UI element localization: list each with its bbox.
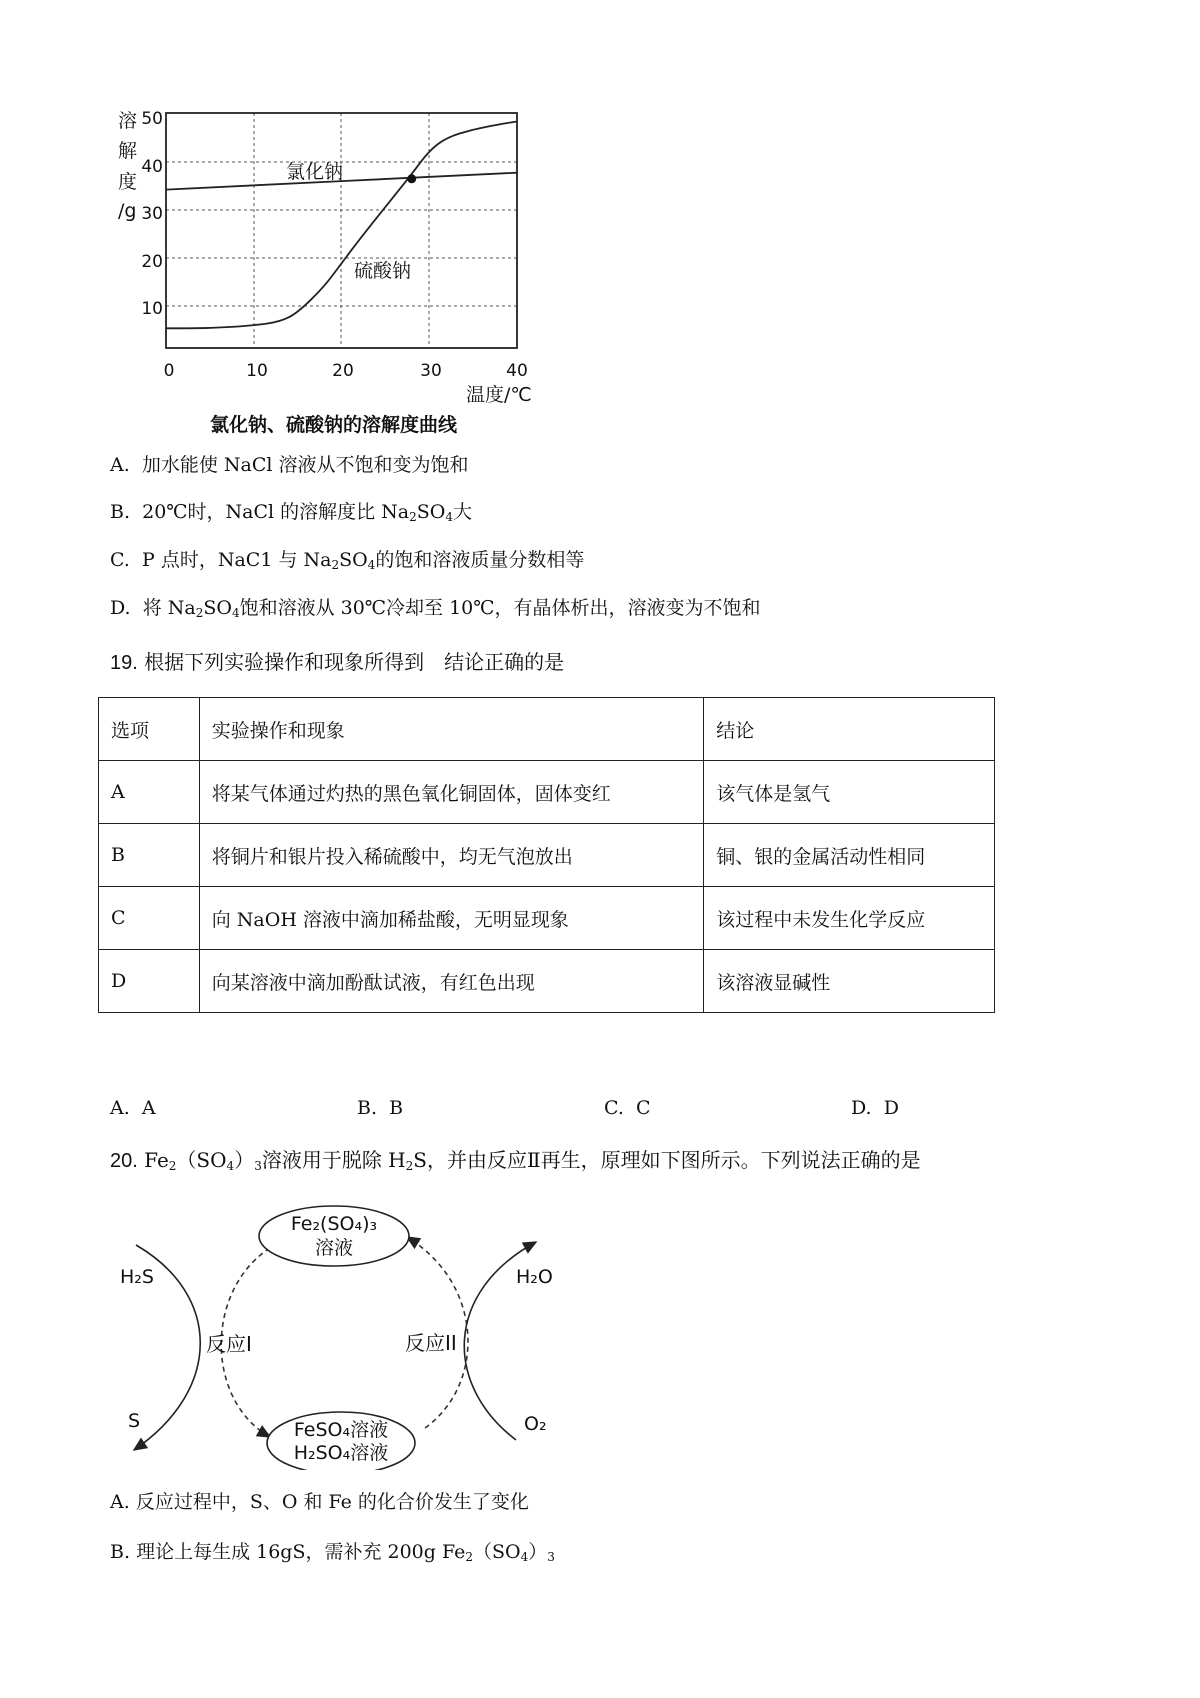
- table-header-cell: 结论: [704, 698, 995, 761]
- chart-caption: 氯化钠、硫酸钠的溶解度曲线: [210, 414, 458, 436]
- q20-option-a: [110, 1493, 529, 1512]
- option-text: SO: [339, 549, 368, 571]
- x-axis-label: 温度/℃: [466, 384, 532, 406]
- chart-series: [166, 122, 517, 329]
- choice-value: A: [141, 1097, 156, 1119]
- table-header-cell: 选项: [99, 698, 200, 761]
- x-tick-label: 40: [506, 361, 528, 381]
- q19-choice-b: [357, 1097, 403, 1119]
- option-label: B.: [110, 501, 131, 523]
- question-text: 溶液用于脱除 H: [261, 1148, 406, 1172]
- option-label: C.: [110, 549, 130, 571]
- option-text: （SO: [473, 1541, 521, 1563]
- question-text: 根据下列实验操作和现象所得到 结论正确的是: [144, 650, 565, 674]
- question-number: 20.: [110, 1150, 138, 1172]
- input-o2: O₂: [524, 1413, 547, 1435]
- option-text: 饱和溶液从 30℃冷却至 10℃，有晶体析出，溶液变为不饱和: [239, 597, 761, 619]
- question-text: S，并由反应Ⅱ再生，原理如下图所示。下列说法正确的是: [413, 1148, 921, 1172]
- option-label: B.: [110, 1541, 131, 1563]
- x-tick-label: 0: [163, 361, 175, 381]
- subscript: 2: [195, 606, 204, 620]
- option-text: 理论上每生成 16gS，需补充 200g Fe: [136, 1541, 466, 1563]
- subscript: 4: [367, 558, 376, 572]
- table-cell: 将铜片和银片投入稀硫酸中，均无气泡放出: [199, 824, 704, 887]
- subscript: 3: [547, 1550, 555, 1564]
- y-axis-label-char: /g: [118, 200, 137, 222]
- table-cell: 向 NaOH 溶液中滴加稀盐酸，无明显现象: [199, 887, 704, 950]
- question-text: Fe: [144, 1148, 169, 1172]
- table-cell: C: [99, 887, 200, 950]
- table-cell: 该过程中未发生化学反应: [704, 887, 995, 950]
- right-reaction-label: 反应II: [405, 1331, 457, 1355]
- solubility-chart: [100, 100, 560, 440]
- q18-option-a: [110, 456, 469, 475]
- left-reaction-label: 反应I: [206, 1332, 252, 1356]
- input-h2s: H₂S: [120, 1266, 154, 1288]
- option-text: 的饱和溶液质量分数相等: [375, 549, 585, 571]
- q19-stem: [110, 652, 564, 673]
- x-tick-label: 20: [332, 361, 354, 381]
- y-tick-label: 20: [141, 252, 163, 272]
- table-cell: D: [99, 950, 200, 1013]
- subscript: 2: [331, 558, 340, 572]
- y-axis-label-char: 解: [118, 140, 138, 162]
- y-axis-label-char: 溶: [118, 110, 138, 132]
- grid: [166, 113, 517, 348]
- choice-value: B: [389, 1097, 404, 1119]
- table-header-row: [99, 698, 995, 761]
- option-text: 加水能使 NaCl 溶液从不饱和变为饱和: [141, 454, 469, 476]
- q19-choice-c: [604, 1097, 651, 1119]
- x-tick-label: 10: [246, 361, 268, 381]
- bottom-ellipse-line1: FeSO₄溶液: [293, 1419, 389, 1441]
- option-text: 反应过程中，S、O 和 Fe 的化合价发生了变化: [135, 1491, 529, 1513]
- y-axis-label-char: 度: [118, 171, 138, 193]
- subscript: 2: [465, 1550, 473, 1564]
- choice-label: C.: [604, 1097, 624, 1119]
- table-cell: 该气体是氢气: [704, 761, 995, 824]
- subscript: 2: [168, 1159, 177, 1173]
- x-tick-labels: [164, 361, 528, 381]
- series-label-na2so4: 硫酸钠: [354, 260, 412, 282]
- choice-value: D: [883, 1097, 899, 1119]
- option-text: SO: [416, 501, 446, 523]
- output-h2o: H₂O: [516, 1266, 553, 1288]
- y-tick-label: 40: [141, 157, 163, 177]
- option-label: A.: [110, 454, 130, 476]
- option-text: SO: [203, 597, 232, 619]
- table-cell: 向某溶液中滴加酚酞试液，有红色出现: [199, 950, 704, 1013]
- choice-label: B.: [357, 1097, 378, 1119]
- question-text: ）: [234, 1148, 255, 1172]
- q19-choice-a: [110, 1097, 156, 1119]
- subscript: 4: [520, 1550, 529, 1564]
- option-text: P 点时，NaC1 与 Na: [142, 549, 332, 571]
- table-cell: 铜、银的金属活动性相同: [704, 824, 995, 887]
- na2so4-curve: [166, 122, 517, 329]
- table-row: [99, 950, 995, 1013]
- q18-option-b: [110, 503, 472, 523]
- table-cell: 该溶液显碱性: [704, 950, 995, 1013]
- option-text: ）: [528, 1541, 548, 1563]
- q18-option-d: [110, 599, 761, 619]
- y-tick-labels: [141, 109, 163, 319]
- option-text: 大: [453, 501, 473, 523]
- option-text: 20℃时，NaCl 的溶解度比 Na: [142, 501, 410, 523]
- table-header-cell: 实验操作和现象: [199, 698, 704, 761]
- table-cell: A: [99, 761, 200, 824]
- subscript: 3: [254, 1159, 262, 1173]
- table-row: [99, 824, 995, 887]
- reaction-cycle-diagram: [100, 1190, 580, 1470]
- table-row: [99, 887, 995, 950]
- subscript: 2: [409, 510, 417, 524]
- q18-option-c: [110, 551, 584, 571]
- bottom-ellipse-line2: H₂SO₄溶液: [293, 1442, 389, 1464]
- y-tick-label: 50: [141, 109, 163, 129]
- table-cell: B: [99, 824, 200, 887]
- subscript: 4: [226, 1159, 235, 1173]
- table-cell: 将某气体通过灼热的黑色氧化铜固体，固体变红: [199, 761, 704, 824]
- output-s: S: [128, 1410, 141, 1432]
- question-number: 19.: [110, 652, 138, 674]
- q20-stem: [110, 1150, 921, 1172]
- top-ellipse-line1: Fe₂(SO₄)₃: [290, 1213, 378, 1235]
- subscript: 4: [231, 606, 240, 620]
- intersection-point: [407, 174, 416, 183]
- option-label: A.: [110, 1491, 130, 1513]
- y-axis-label: [118, 110, 137, 222]
- y-tick-label: 30: [141, 204, 163, 224]
- y-tick-label: 10: [141, 299, 163, 319]
- choice-label: A.: [110, 1097, 130, 1119]
- q19-choice-d: [851, 1097, 899, 1119]
- series-label-nacl: 氯化钠: [286, 161, 344, 183]
- subscript: 2: [405, 1159, 414, 1173]
- option-text: 将 Na: [142, 597, 196, 619]
- option-label: D.: [110, 597, 131, 619]
- q20-option-b: [110, 1543, 555, 1563]
- q19-table: [98, 697, 995, 1013]
- top-ellipse-line2: 溶液: [314, 1237, 354, 1259]
- choice-label: D.: [851, 1097, 872, 1119]
- subscript: 4: [445, 510, 454, 524]
- x-tick-label: 30: [420, 361, 442, 381]
- table-row: [99, 761, 995, 824]
- question-text: （SO: [176, 1148, 227, 1172]
- choice-value: C: [636, 1097, 651, 1119]
